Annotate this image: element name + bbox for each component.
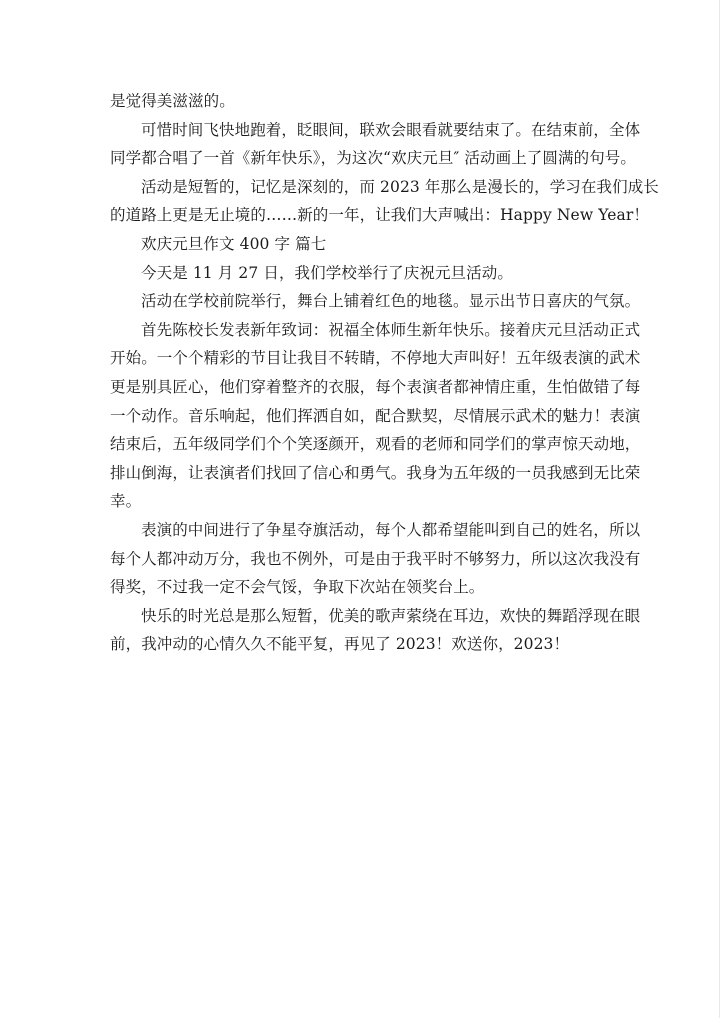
text-line: 开始。一个个精彩的节目让我目不转睛，不停地大声叫好！五年级表演的武术	[110, 349, 641, 368]
text-line: 更是别具匠心，他们穿着整齐的衣服，每个表演者都神情庄重，生怕做错了每	[110, 377, 641, 396]
document-body	[110, 87, 659, 659]
text-line: 可惜时间飞快地跑着，眨眼间，联欢会眼看就要结束了。在结束前，全体	[141, 120, 641, 139]
text-line: 同学都合唱了一首《新年快乐》，为这次“欢庆元旦″ 活动画上了圆满的句号。	[110, 149, 636, 168]
text-line: 幸。	[110, 492, 142, 511]
text-line: 活动在学校前院举行，舞台上铺着红色的地毯。显示出节日喜庆的气氛。	[141, 292, 641, 311]
text-line: 活动是短暂的，记忆是深刻的，而 2023 年那么是漫长的，学习在我们成长	[141, 177, 659, 196]
text-line: 是觉得美滋滋的。	[110, 92, 235, 110]
text-line: 快乐的时光总是那么短暂，优美的歌声萦绕在耳边，欢快的舞蹈浮现在眼	[141, 606, 641, 625]
text-line: 首先陈校长发表新年致词：祝福全体师生新年快乐。接着庆元旦活动正式	[141, 320, 641, 339]
text-line: 得奖，不过我一定不会气馁，争取下次站在领奖台上。	[110, 578, 485, 597]
text-line: 前，我冲动的心情久久不能平复，再见了 2023！欢送你，2023！	[110, 635, 570, 654]
text-line: 排山倒海，让表演者们找回了信心和勇气。我身为五年级的一员我感到无比荣	[110, 463, 641, 482]
text-line: 表演的中间进行了争星夺旗活动，每个人都希望能叫到自己的姓名，所以	[141, 520, 641, 539]
section-heading: 欢庆元旦作文 400 字 篇七	[141, 234, 327, 253]
text-line: 的道路上更是无止境的……新的一年，让我们大声喊出：Happy New Year！	[110, 206, 649, 225]
text-line: 今天是 11 月 27 日，我们学校举行了庆祝元旦活动。	[141, 263, 513, 282]
text-line: 结束后，五年级同学们个个笑逐颜开，观看的老师和同学们的掌声惊天动地，	[110, 435, 641, 454]
text-line: 一个动作。音乐响起，他们挥洒自如，配合默契，尽情展示武术的魅力！表演	[110, 406, 641, 425]
text-line: 每个人都冲动万分，我也不例外，可是由于我平时不够努力，所以这次我没有	[110, 549, 641, 568]
